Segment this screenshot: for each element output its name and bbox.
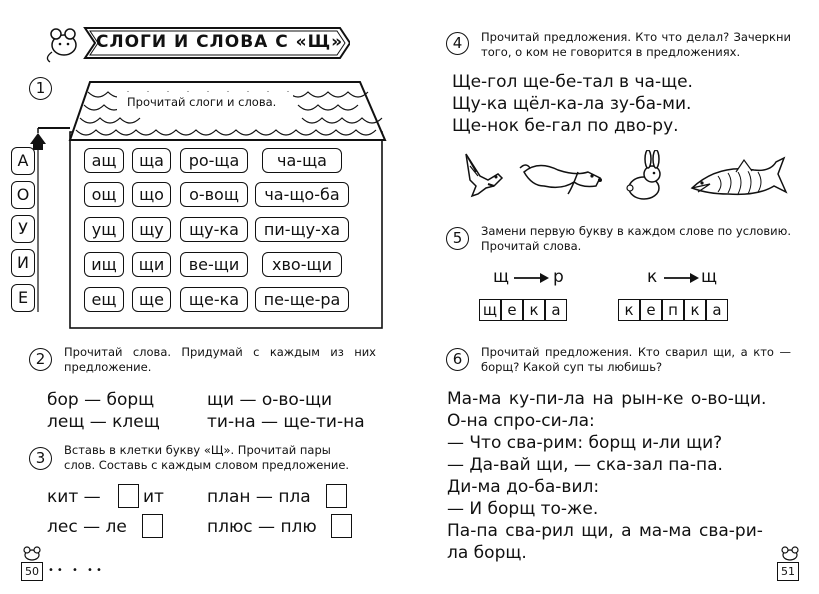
word-cell: ча-ща [262,148,342,173]
syllable-cell: ищ [84,252,124,277]
word-cell: ве-щи [180,252,248,277]
story-line: О-на спро-си-ла: [447,411,595,431]
task4-line: Щу-ка щёл-ка-ла зу-ба-ми. [452,94,692,114]
story-line: — Что сва-рим: борщ и-ли щи? [447,433,723,453]
story-line: — Да-вай щи, — ска-зал па-па. [447,455,723,475]
rabbit-icon [622,150,666,202]
rule1-from: щ [493,267,510,287]
task2-line: бор — борщ [47,390,155,410]
story-line: Ди-ма до-ба-вил: [447,477,600,497]
letter-cell: к [684,299,706,321]
task-number-4: 4 [446,32,469,55]
paw-prints-icon: •• • •• [48,565,105,576]
syllable-cell: щу [132,217,171,242]
letter-cell: п [662,299,684,321]
goldfinch-icon [458,150,506,200]
task-number-3: 3 [29,447,52,470]
letter-input-box[interactable] [326,484,347,508]
story-line: — И борщ то-же. [447,499,599,519]
word-cell: пи-щу-ха [255,217,349,242]
rule1-to: р [553,267,564,287]
word-cell: ро-ща [180,148,248,173]
task-number-5: 5 [446,227,469,250]
task-number-2: 2 [29,348,52,371]
word-cell: пе-ще-ра [255,287,349,312]
vowel-i: И [11,249,35,277]
rule2-from: к [647,267,658,287]
syllable-cell: ущ [84,217,124,242]
word-cell: щу-ка [180,217,248,242]
story-line: ла борщ. [447,543,527,563]
task3-instruction: Вставь в клетки букву «Щ». Прочитай пары слов. Составь с каждым словом предложение. [64,443,350,472]
task6-instruction: Прочитай предложения. Кто сварил щи, а кто — борщ? Какой суп ты любишь? [481,345,791,374]
syllable-cell: ща [132,148,171,173]
word-suffix: ит [143,487,164,507]
mouse-icon [47,29,76,62]
syllable-cell: щи [132,252,171,277]
word-prefix: лес — ле [47,517,127,537]
task5-instruction: Замени первую букву в каждом слове по условию. Прочитай слова. [481,224,791,253]
puppy-icon [518,158,606,198]
mouse-icon [20,545,44,561]
page-title: СЛОГИ И СЛОВА С «Щ» [96,32,344,52]
arrow-right-icon [664,272,700,284]
pike-icon [688,150,788,206]
letter-cell: е [640,299,662,321]
letter-cell: щ [479,299,501,321]
story-line: Па-па сва-рил щи, а ма-ма сва-ри- [447,521,763,541]
task4-line: Ще-нок бе-гал по дво-ру. [452,116,679,136]
word-cell: хво-щи [262,252,342,277]
word-prefix: план — пла [207,487,311,507]
letter-input-box[interactable] [118,484,139,508]
page-number-left: 50 [21,562,43,581]
task1-instruction: Прочитай слоги и слова. [127,95,277,109]
word-prefix: плюс — плю [207,517,317,537]
letter-input-box[interactable] [331,514,352,538]
arrow-right-icon [514,272,550,284]
letter-cell: к [523,299,545,321]
mouse-icon [778,545,802,561]
word-prefix: кит — [47,487,101,507]
page-number-right: 51 [777,562,799,581]
word-cell: ча-що-ба [255,182,349,207]
word-cell: ще-ка [180,287,248,312]
syllable-cell: ощ [84,182,124,207]
vowel-e: Е [11,284,35,312]
letter-input-box[interactable] [142,514,163,538]
task-number-1: 1 [29,77,52,100]
task2-line: ти-на — ще-ти-на [207,412,365,432]
task2-instruction: Прочитай слова. Придумай с каждым из них предложение. [64,345,376,374]
syllable-cell: ащ [84,148,124,173]
vowel-u: У [11,215,35,243]
task-number-6: 6 [446,348,469,371]
letter-cell: к [618,299,640,321]
task4-line: Ще-гол ще-бе-тал в ча-ще. [452,72,693,92]
task2-line: щи — о-во-щи [207,390,333,410]
syllable-cell: ещ [84,287,124,312]
letter-cell: а [545,299,567,321]
vowel-a: А [11,147,35,175]
word-cell: о-вощ [180,182,248,207]
letter-cell: е [501,299,523,321]
syllable-cell: що [132,182,171,207]
vowel-o: О [11,181,35,209]
task2-line: лещ — клещ [47,412,160,432]
story-line: Ма-ма ку-пи-ла на рын-ке о-во-щи. [447,389,767,409]
lantern-icon [30,128,70,150]
syllable-cell: ще [132,287,171,312]
task4-instruction: Прочитай предложения. Кто что делал? Зачеркни того, о ком не говорится в предложениях. [481,30,791,59]
rule2-to: щ [701,267,718,287]
letter-cell: а [706,299,728,321]
